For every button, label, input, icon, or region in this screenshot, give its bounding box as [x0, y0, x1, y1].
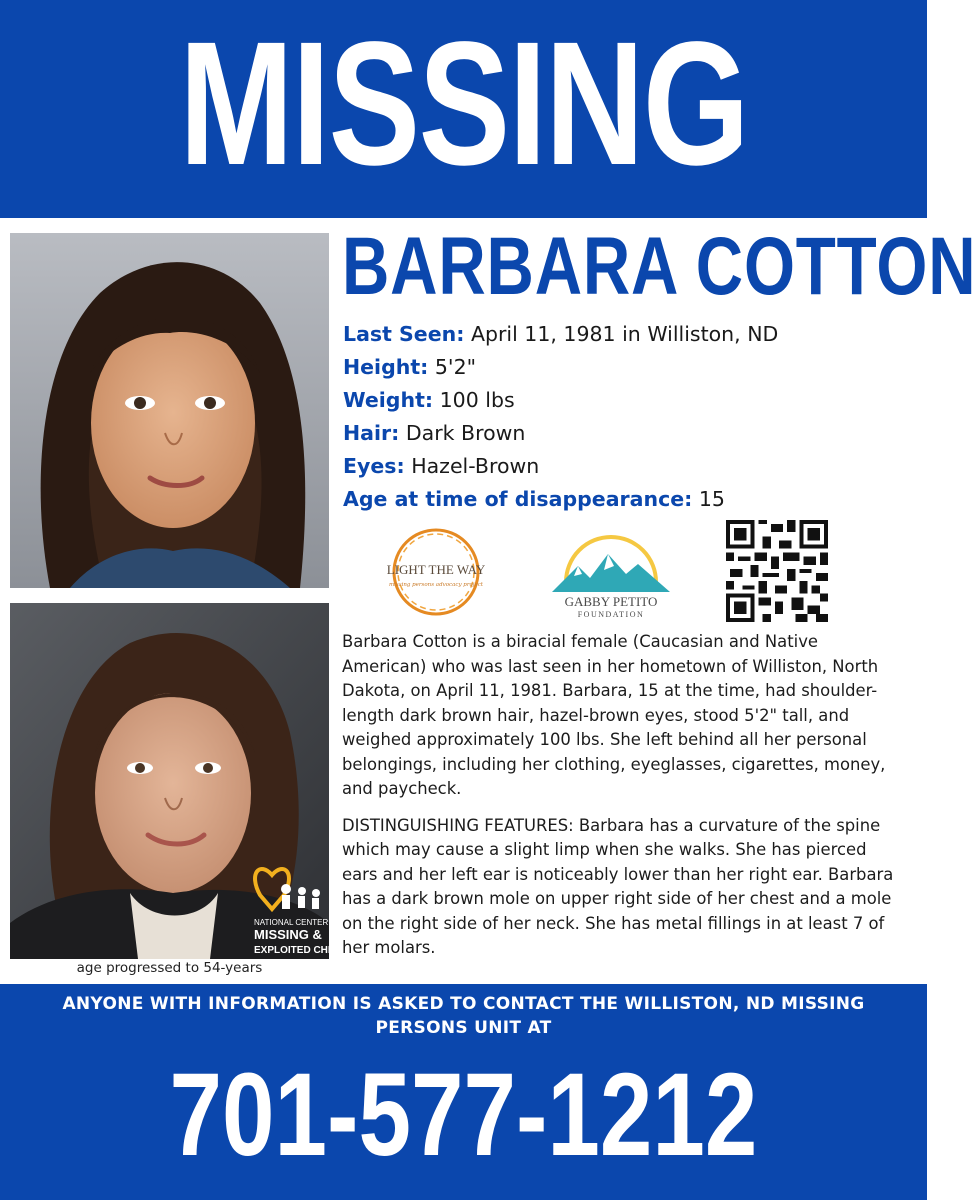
fact-value: 5'2" [434, 355, 477, 379]
description [342, 630, 902, 961]
fact-label: Eyes: [343, 454, 405, 478]
missing-person-name: BARBARA COTTON [342, 221, 976, 312]
fact-label: Last Seen: [343, 322, 465, 346]
fact-hair [343, 417, 913, 450]
fact-value: April 11, 1981 in Williston, ND [470, 322, 779, 346]
fact-age [343, 483, 913, 516]
gabby-petito-logo [544, 526, 678, 622]
fact-value: Hazel-Brown [411, 454, 540, 478]
fact-value: 100 lbs [439, 388, 515, 412]
light-the-way-logo [366, 524, 506, 620]
photo-original [10, 233, 329, 588]
headline: MISSING [179, 6, 748, 202]
contact-phone-number[interactable]: 701-577-1212 [169, 1049, 758, 1181]
gp-title: GABBY PETITO [564, 594, 658, 609]
gp-subtitle: FOUNDATION [577, 610, 645, 619]
fact-label: Age at time of disappearance: [343, 487, 693, 511]
contact-banner [0, 984, 927, 1200]
fact-value: Dark Brown [405, 421, 526, 445]
fact-last-seen [343, 318, 913, 351]
fact-eyes [343, 450, 913, 483]
contact-instructions: ANYONE WITH INFORMATION IS ASKED TO CONTACT THE WILLISTON, ND MISSING PERSONS UNIT AT [62, 994, 865, 1038]
fact-value: 15 [698, 487, 725, 511]
qr-code[interactable] [726, 520, 828, 622]
distinguishing-features: DISTINGUISHING FEATURES: Barbara has a curvature of the spine which may cause a slight limp when she walks. She has pierced ears and her left ear is noticeably lower than her right ear. Barbara has a dark brown mole on upper right side of her chest and a mole on the right side of her neck. She has metal fillings in at least 7 of her molars. [342, 815, 894, 957]
fact-label: Height: [343, 355, 429, 379]
ncmec-line1: NATIONAL CENTER FOR [254, 918, 348, 927]
fact-height [343, 351, 913, 384]
ncmec-line3: EXPLOITED CHILDREN [254, 945, 366, 956]
ltw-title: LIGHT THE WAY [386, 562, 486, 577]
fact-weight [343, 384, 913, 417]
ltw-tagline: missing persons advocacy project [388, 582, 484, 588]
description-summary: Barbara Cotton is a biracial female (Caucasian and Native American) who was last seen in her hometown of Williston, North Dakota, on April 11, 1981. Barbara, 15 at the time, had shoulder-length dark brown hair, hazel-brown eyes, stood 5'2" tall, and weighed approximately 100 lbs. She left behind all her personal belongings, including her clothing, eyeglasses, cigarettes, money, and paycheck. [342, 632, 886, 798]
photo-age-progressed [10, 603, 366, 959]
fact-label: Hair: [343, 421, 400, 445]
photo-caption: age progressed to 54-years [76, 960, 263, 976]
ncmec-line2: MISSING & [254, 927, 322, 942]
fact-label: Weight: [343, 388, 434, 412]
facts-list [343, 318, 913, 516]
header-banner [0, 0, 927, 218]
